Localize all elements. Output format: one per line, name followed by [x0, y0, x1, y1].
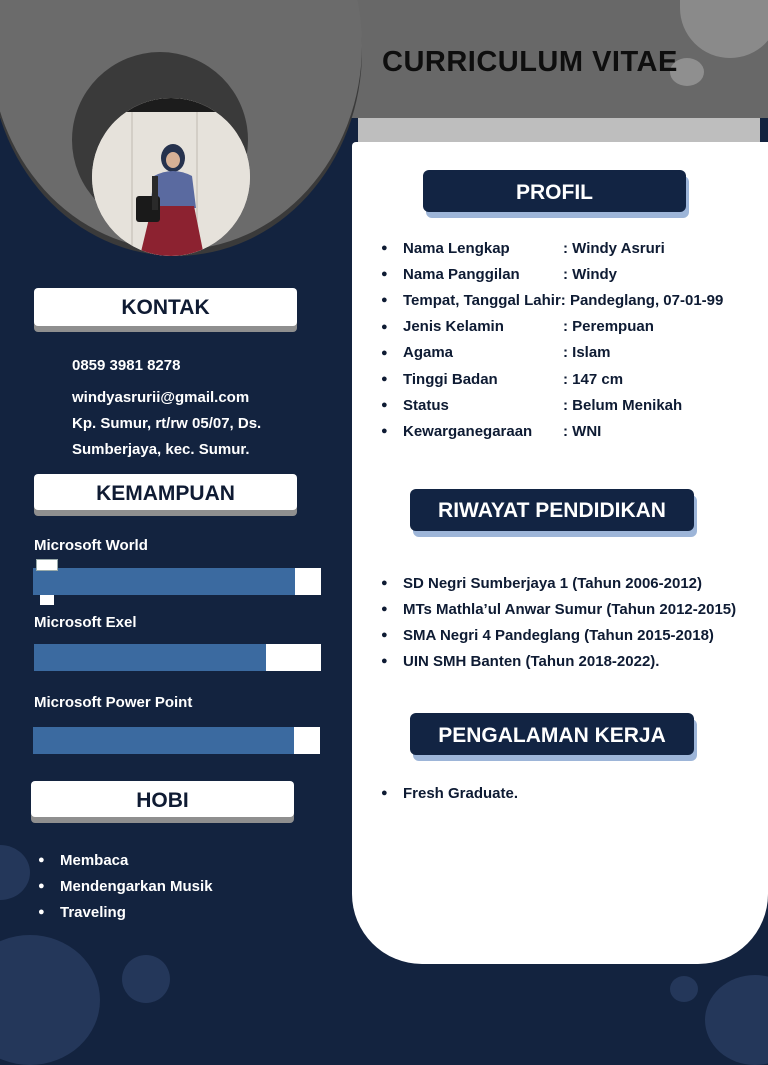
skill-label-excel: Microsoft Exel [34, 614, 137, 631]
list-item [381, 235, 761, 261]
profile-photo [92, 98, 250, 256]
list-item [381, 340, 761, 366]
list-item: ● Membaca [38, 847, 213, 873]
profile-value: : Pandeglang, 07-01-99 [560, 291, 724, 309]
list-item [381, 287, 761, 313]
profile-value: : Belum Menikah [563, 396, 683, 414]
profile-label: ● Status [403, 396, 449, 414]
profil-heading: PROFIL [423, 170, 686, 212]
kontak-heading: KONTAK [34, 288, 297, 326]
deco-circle [705, 975, 768, 1065]
education-list [381, 570, 766, 674]
deco-circle [122, 955, 170, 1003]
profile-value: : 147 cm [563, 370, 624, 388]
contact-phone: 0859 3981 8278 [72, 357, 181, 374]
skill-bar-fill [34, 644, 266, 671]
list-item: ● SMA Negri 4 Pandeglang (Tahun 2015-2018) [381, 622, 766, 648]
experience-list [381, 780, 761, 806]
skill-bar-fill [33, 727, 294, 754]
profile-label: ● Agama [403, 344, 454, 362]
profile-value: : Islam [563, 344, 611, 362]
profile-list [381, 235, 761, 445]
deco-circle [0, 935, 100, 1065]
list-item [381, 392, 761, 418]
pengalaman-heading: PENGALAMAN KERJA [410, 713, 694, 755]
contact-address-line2: Sumberjaya, kec. Sumur. [72, 441, 250, 458]
profile-label: ● Tinggi Badan [403, 370, 498, 388]
hobi-heading: HOBI [31, 781, 294, 817]
deco-circle [670, 976, 698, 1002]
profile-value: : Windy [563, 265, 618, 283]
list-item [381, 366, 761, 392]
profile-label: ● Tempat, Tanggal Lahir [403, 291, 561, 309]
list-item: ● Traveling [38, 899, 213, 925]
contact-email: windyasrurii@gmail.com [72, 389, 250, 406]
contact-address-line1: Kp. Sumur, rt/rw 05/07, Ds. [72, 415, 262, 432]
profile-label: ● Nama Lengkap [403, 239, 510, 257]
list-item: ● SD Negri Sumberjaya 1 (Tahun 2006-2012) [381, 570, 766, 596]
profile-value: : Perempuan [563, 318, 654, 336]
skill-bar-powerpoint [33, 727, 320, 754]
list-item: ● Mendengarkan Musik [38, 873, 213, 899]
skill-bar-word [33, 568, 321, 595]
skill-label-word: Microsoft World [34, 537, 148, 554]
profile-label: ● Jenis Kelamin [403, 318, 504, 336]
profile-value: : Windy Asruri [563, 239, 665, 257]
skill-label-powerpoint: Microsoft Power Point [34, 694, 193, 711]
deco-circle [0, 845, 30, 900]
header-strip [358, 118, 760, 142]
mail-icon [36, 559, 58, 571]
profile-value: : WNI [563, 422, 602, 440]
list-item [381, 314, 761, 340]
grid-icon [40, 595, 54, 605]
list-item: ● MTs Mathla’ul Anwar Sumur (Tahun 2012-2015) [381, 596, 766, 622]
profile-label: ● Kewarganegaraan [403, 422, 533, 440]
list-item [381, 418, 761, 444]
pendidikan-heading: RIWAYAT PENDIDIKAN [410, 489, 694, 531]
list-item [381, 261, 761, 287]
document-title: CURRICULUM VITAE [382, 46, 678, 78]
skill-bar-excel [34, 644, 321, 671]
skill-bar-fill [33, 568, 295, 595]
hobby-list [38, 847, 213, 925]
list-item: ● Fresh Graduate. [381, 780, 761, 806]
profile-label: ● Nama Panggilan [403, 265, 520, 283]
list-item: ● UIN SMH Banten (Tahun 2018-2022). [381, 648, 766, 674]
kemampuan-heading: KEMAMPUAN [34, 474, 297, 510]
